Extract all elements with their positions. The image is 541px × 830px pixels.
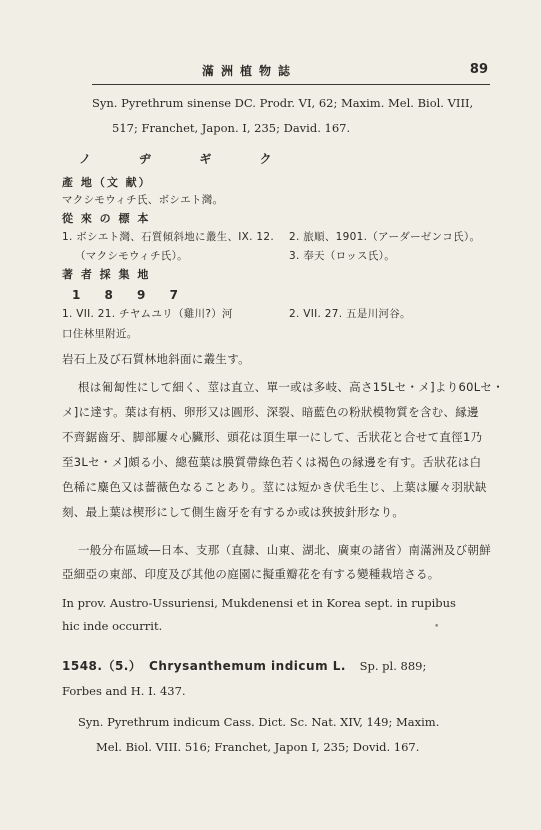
distribution-line-1: 一般分布區域―日本、支那（直隸、山東、湖北、廣東の諸省）南滿洲及び朝鮮 [78, 543, 491, 557]
description-line-2: メ]に達す。葉は有柄、卵形又は圓形、深裂、暗藍色の粉狀模物質を含む、縁邊 [62, 405, 479, 419]
synonym2-line-2: Mel. Biol. VIII. 516; Franchet, Japon I, 235; Dovid. 167. [96, 740, 420, 754]
description-line-5: 色稀に麋色又は薔薇色なることあり。莖には短かき伏毛生じ、上葉は屢々羽狀缺 [62, 480, 487, 494]
locality-heading: 產 地（文 献） [62, 176, 152, 189]
collection-item-1-cont: 口住林里附近。 [62, 328, 138, 340]
stray-mark: • [434, 622, 440, 632]
collection-item-1: 1. VII. 21. チヤムユリ（雞川?）河 [62, 308, 233, 320]
entry-1548-line-1 [62, 659, 426, 673]
specimens-heading: 從 來 の 標 本 [62, 212, 151, 225]
entry-number: 1548.（5.） [62, 659, 142, 673]
synonym2-line-1: Syn. Pyrethrum indicum Cass. Dict. Sc. Nat. XIV, 149; Maxim. [78, 715, 440, 729]
japanese-name: ノ ヂ ギ ク [79, 152, 294, 166]
distribution-line-2: 亞細亞の東部、印度及び其他の庭園に擬重瓣花を有する變種栽培さる。 [62, 567, 440, 581]
running-title: 滿洲植物誌 [202, 64, 298, 78]
specimen-item-2: 2. 旅順、1901.（アーダーゼンコ氏）。 [289, 231, 481, 243]
description-line-1: 根は匍匐性にして細く、莖は直立、單一或は多岐、高さ15Lセ・メ]より60Lセ・ [78, 380, 505, 394]
entry-reference: Sp. pl. 889; [359, 659, 427, 673]
latin-note-line-2: hic inde occurrit. [62, 619, 163, 633]
description-line-4: 至3Lセ・メ]頗る小、總苞葉は膜質帶綠色若くは褐色の縁邊を有す。舌狀花は白 [62, 455, 482, 469]
collection-item-2: 2. VII. 27. 五是川河谷。 [289, 308, 411, 320]
synonym-line-2: 517; Franchet, Japon. I, 235; David. 167. [112, 121, 351, 135]
habitat-text: 岩石上及び石質林地斜面に叢生す。 [62, 352, 250, 366]
specimen-item-1-cont: （マクシモウィチ氏）。 [75, 250, 188, 262]
specimen-item-1: 1. ボシエト灣、石質傾斜地に叢生、IX. 12. [62, 231, 275, 243]
description-line-3: 不齊鋸齒牙、脚部屢々心臟形、頭花は頂生單一にして、舌狀花と合せて直徑1乃 [62, 430, 483, 444]
collection-year: 1 8 9 7 [72, 288, 188, 302]
header-rule [92, 84, 490, 85]
collection-heading: 著 者 採 集 地 [62, 268, 151, 281]
description-line-6: 刻、最上葉は楔形にして側生齒牙を有するか或は狹披針形なり。 [62, 505, 405, 519]
page-header [92, 62, 488, 82]
entry-taxon-name: Chrysanthemum indicum L. [149, 659, 346, 673]
specimen-item-3: 3. 奉天（ロッス氏）。 [289, 250, 395, 262]
entry-1548-line-2: Forbes and H. I. 437. [62, 684, 186, 698]
synonym-line-1: Syn. Pyrethrum sinense DC. Prodr. VI, 62; Maxim. Mel. Biol. VIII, [92, 96, 474, 110]
page-number: 89 [469, 62, 488, 77]
locality-text: マクシモウィチ氏、ボシエト灣。 [62, 194, 224, 206]
latin-note-line-1: In prov. Austro-Ussuriensi, Mukdenensi et in Korea sept. in rupibus [62, 596, 456, 610]
